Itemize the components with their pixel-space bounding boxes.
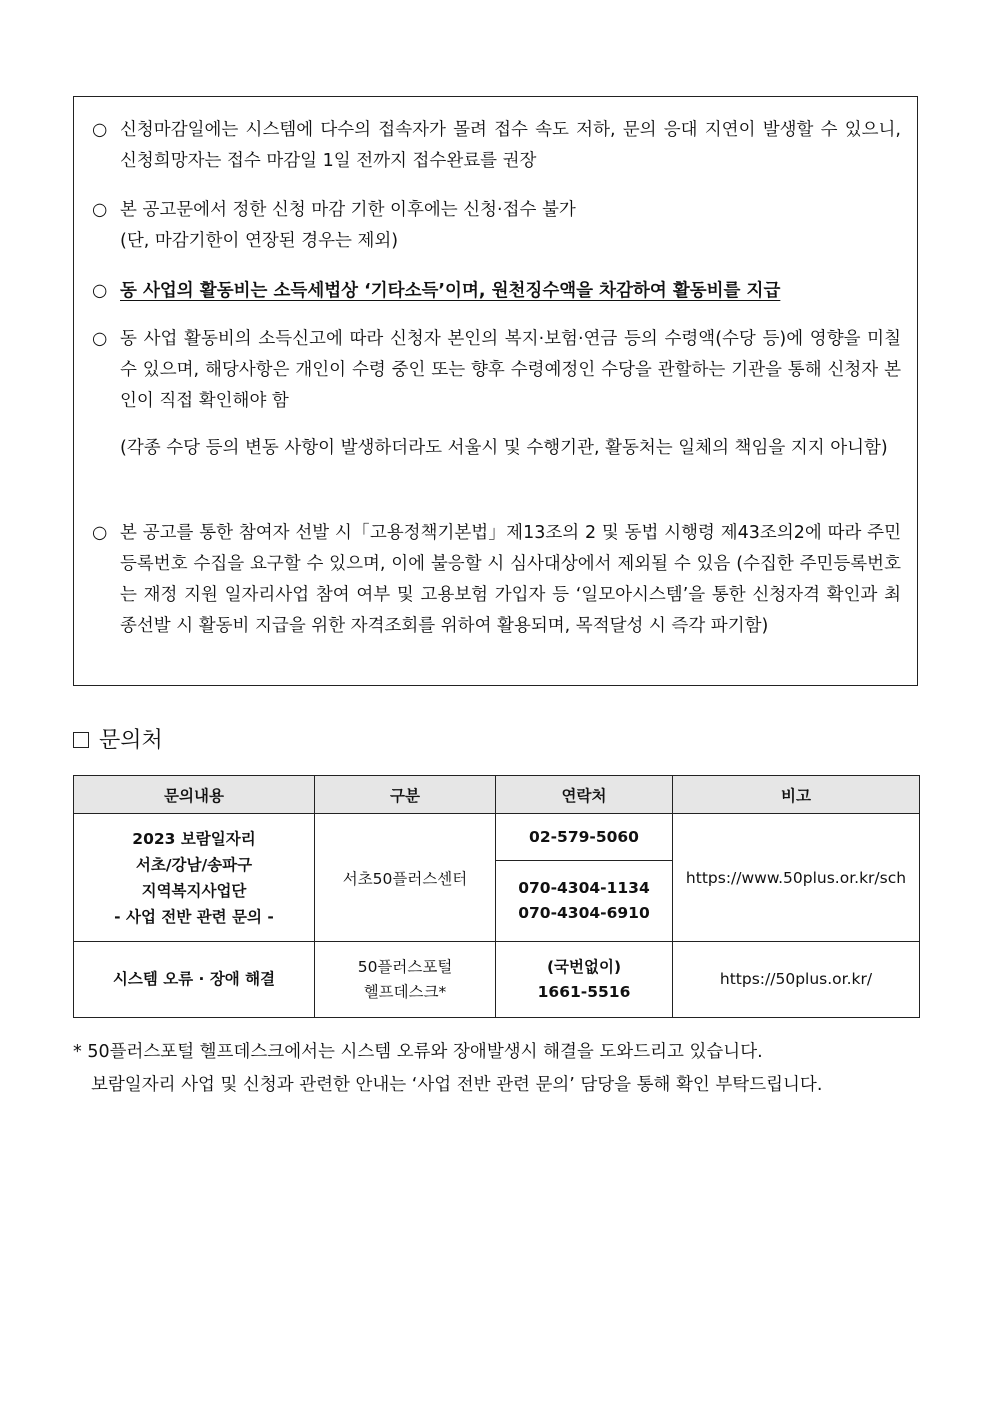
header-note: 비고 [673, 776, 920, 814]
notice-box [73, 96, 918, 686]
topic-cell [74, 814, 315, 942]
circle-bullet-icon: ○ [92, 120, 108, 140]
table-header-row [74, 776, 920, 814]
header-phone: 연락처 [496, 776, 673, 814]
notice-item-text-emphasis: 동 사업의 활동비는 소득세법상 ‘기타소득’이며, 원천징수액을 차감하여 활동비를 지급 [120, 281, 781, 301]
notice-item-text: 동 사업 활동비의 소득신고에 따라 신청자 본인의 복지·보험·연금 등의 수령액(수당 등)에 영향을 미칠 수 있으며, 해당사항은 개인이 수령 중인 또는 향후 수령예정인 수당을 관할하는 기관을 통해 신청자 본인이 직접 확인해야 함 [120, 329, 901, 411]
table-row [74, 942, 920, 1018]
phone-line: 070-4304-6910 [518, 904, 650, 922]
circle-bullet-icon: ○ [92, 200, 108, 220]
notice-item-text: 본 공고문에서 정한 신청 마감 기한 이후에는 신청·접수 불가 [120, 200, 576, 220]
phone-line: 070-4304-1134 [518, 879, 650, 897]
topic-line: 2023 보람일자리 [132, 829, 256, 848]
topic-line: 서초/강남/송파구 [135, 855, 253, 874]
phone-cell [496, 942, 673, 1018]
phone-line: 1661-5516 [537, 982, 631, 1001]
division-line: 헬프데스크* [363, 982, 447, 1001]
website-link[interactable]: https://www.50plus.or.kr/sch [673, 814, 920, 942]
division-cell: 서초50플러스센터 [315, 814, 496, 942]
topic-line: 지역복지사업단 [141, 881, 247, 900]
website-link[interactable]: https://50plus.or.kr/ [673, 942, 920, 1018]
header-topic: 문의내용 [74, 776, 315, 814]
contact-section-title [73, 724, 163, 758]
circle-bullet-icon: ○ [92, 523, 108, 543]
phone-cell [496, 861, 673, 942]
notice-item-note: (각종 수당 등의 변동 사항이 발생하더라도 서울시 및 수행기관, 활동처는 일체의 책임을 지지 아니함) [120, 438, 888, 458]
phone-line: (국번없이) [546, 957, 622, 976]
contact-table [73, 775, 920, 1018]
topic-cell: 시스템 오류 · 장애 해결 [74, 942, 315, 1018]
topic-line: - 사업 전반 관련 문의 - [114, 907, 274, 926]
section-title-text: 문의처 [99, 728, 163, 753]
footnote-line: 보람일자리 사업 및 신청과 관련한 안내는 ‘사업 전반 관련 문의’ 담당을 통해 확인 부탁드립니다. [91, 1075, 823, 1095]
notice-item-subtext: (단, 마감기한이 연장된 경우는 제외) [120, 231, 399, 251]
notice-item-4 [92, 324, 901, 464]
table-row [74, 814, 920, 861]
notice-item-1 [92, 115, 901, 177]
checkbox-square-icon [73, 732, 89, 748]
footnote [73, 1036, 933, 1102]
footnote-line: * 50플러스포털 헬프데스크에서는 시스템 오류와 장애발생시 해결을 도와드리고 있습니다. [73, 1042, 763, 1062]
header-division: 구분 [315, 776, 496, 814]
notice-item-text: 본 공고를 통한 참여자 선발 시「고용정책기본법」제13조의 2 및 동법 시행령 제43조의2에 따라 주민등록번호 수집을 요구할 수 있으며, 이에 불응할 시 심사대상에서 제외될 수 있음 (수집한 주민등록번호는 재정 지원 일자리사업 참여 여부 및 고용보험 가입자 등 ‘일모아시스템’을 통한 신청자격 확인과 최종선발 시 활동비 지급을 위한 자격조회를 위하여 활용되며, 목적달성 시 즉각 파기함) [120, 523, 901, 636]
notice-item-2 [92, 195, 901, 257]
division-line: 50플러스포털 [357, 957, 453, 976]
circle-bullet-icon: ○ [92, 281, 108, 301]
notice-item-text: 신청마감일에는 시스템에 다수의 접속자가 몰려 접수 속도 저하, 문의 응대 지연이 발생할 수 있으니, 신청희망자는 접수 마감일 1일 전까지 접수완료를 권장 [120, 120, 901, 171]
notice-item-3 [92, 276, 901, 307]
phone-cell: 02-579-5060 [496, 814, 673, 861]
notice-item-5 [92, 518, 901, 642]
circle-bullet-icon: ○ [92, 329, 108, 349]
division-cell [315, 942, 496, 1018]
